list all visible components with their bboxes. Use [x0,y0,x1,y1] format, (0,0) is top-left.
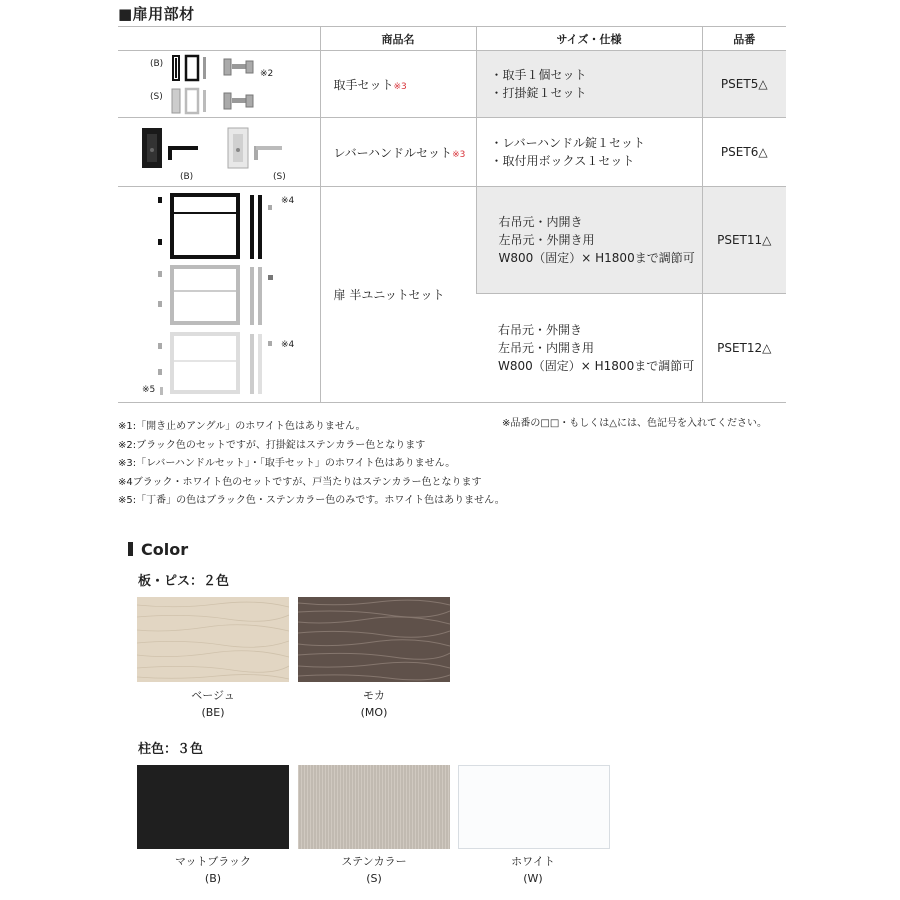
color-name: マットブラック [174,855,251,868]
product-name-cell [320,51,476,118]
section-title: ■扉用部材 [118,5,195,23]
swatch-mocha [298,597,450,682]
footnote: ※5:「丁番」の色はブラック色・ステンカラー色のみです。ホワイト色はありません。 [118,495,505,506]
color-code: (B) [204,872,222,885]
handle-set-illustration [170,53,268,115]
post-colors-title: 柱色：３色 [138,742,204,757]
swatch-label [298,853,450,887]
spec-cell [476,118,702,187]
swatch-label [457,853,609,887]
swatch-label [298,687,450,721]
part-number: PSET6△ [702,118,786,187]
label-b: (B) [180,172,194,182]
part-number-note: ※品番の□□・もしくは△には、色記号を入れてください。 [502,418,767,429]
label-s: (S) [150,92,163,102]
part-number: PSET12△ [702,294,786,403]
spec-line: 左吊元・外開き用 [498,233,595,247]
note-mark: ※3 [452,149,466,160]
spec-line: ・打掛錠１セット [490,86,587,100]
spec-cell [476,51,702,118]
spec-line: 右吊元・内開き [498,215,583,229]
color-section-title [128,540,188,559]
part-number: PSET5△ [702,51,786,118]
footnotes [118,418,505,511]
note-mark: ※3 [393,81,407,92]
footnote: ※4ブラック・ホワイト色のセットですが、戸当たりはステンカラー色となります [118,476,482,488]
parts-table [118,26,786,403]
color-name: ホワイト [511,855,555,868]
spec-line: 左吊元・内開き用 [498,341,595,355]
spec-cell [476,294,702,403]
header-part-number: 品番 [702,27,786,51]
board-colors-title: 板・ピス：２色 [138,574,230,589]
note-mark-5: ※5 [142,385,156,395]
half-unit-set-image [118,187,320,403]
label-s: (S) [273,172,286,182]
title-bar [128,542,133,556]
header-product-name: 商品名 [320,27,476,51]
footnote: ※1:「開き止めアングル」のホワイト色はありません。 [118,421,366,432]
spec-line: ・取付用ボックス１セット [490,154,635,168]
color-title-text: Color [141,540,189,559]
header-image [118,27,320,51]
swatch-white [458,765,610,849]
product-name: 取手セット [333,77,394,92]
table-row [118,51,786,118]
spec-line: 右吊元・外開き [498,323,583,337]
swatch-stain-color [298,765,450,849]
spec-line: W800（固定）× H1800まで調節可 [498,359,695,373]
handle-set-image [118,51,320,118]
header-size-spec: サイズ・仕様 [476,27,702,51]
half-unit-illustration [156,191,286,397]
lever-set-image [118,118,320,187]
note-mark-4: ※4 [281,340,295,350]
part-number: PSET11△ [702,187,786,294]
color-code: (S) [366,872,382,885]
color-name: モカ [363,689,385,702]
table-row [118,187,786,294]
swatch-label [137,687,289,721]
footnote: ※3:「レバーハンドルセット」・「取手セット」のホワイト色はありません。 [118,458,456,469]
swatch-beige [137,597,289,682]
product-name: 扉 半ユニットセット [320,187,476,403]
product-name: レバーハンドルセット [333,145,453,160]
swatch-matte-black [137,765,289,849]
color-name: ベージュ [191,689,235,702]
lever-set-illustration [140,126,300,174]
color-code: (BE) [201,706,225,719]
table-header-row [118,27,786,51]
product-name-cell [320,118,476,187]
note-mark-2: ※2 [260,69,274,79]
color-code: (W) [523,872,543,885]
color-code: (MO) [360,706,388,719]
spec-line: ・レバーハンドル錠１セット [490,136,646,150]
footnote: ※2:ブラック色のセットですが、打掛錠はステンカラー色となります [118,439,426,451]
label-b: (B) [150,59,164,69]
note-mark-4: ※4 [281,196,295,206]
spec-line: W800（固定）× H1800まで調節可 [498,251,695,265]
table-row [118,118,786,187]
swatch-label [137,853,289,887]
spec-line: ・取手１個セット [490,68,587,82]
color-name: ステンカラー [341,855,407,868]
spec-cell [476,187,702,294]
